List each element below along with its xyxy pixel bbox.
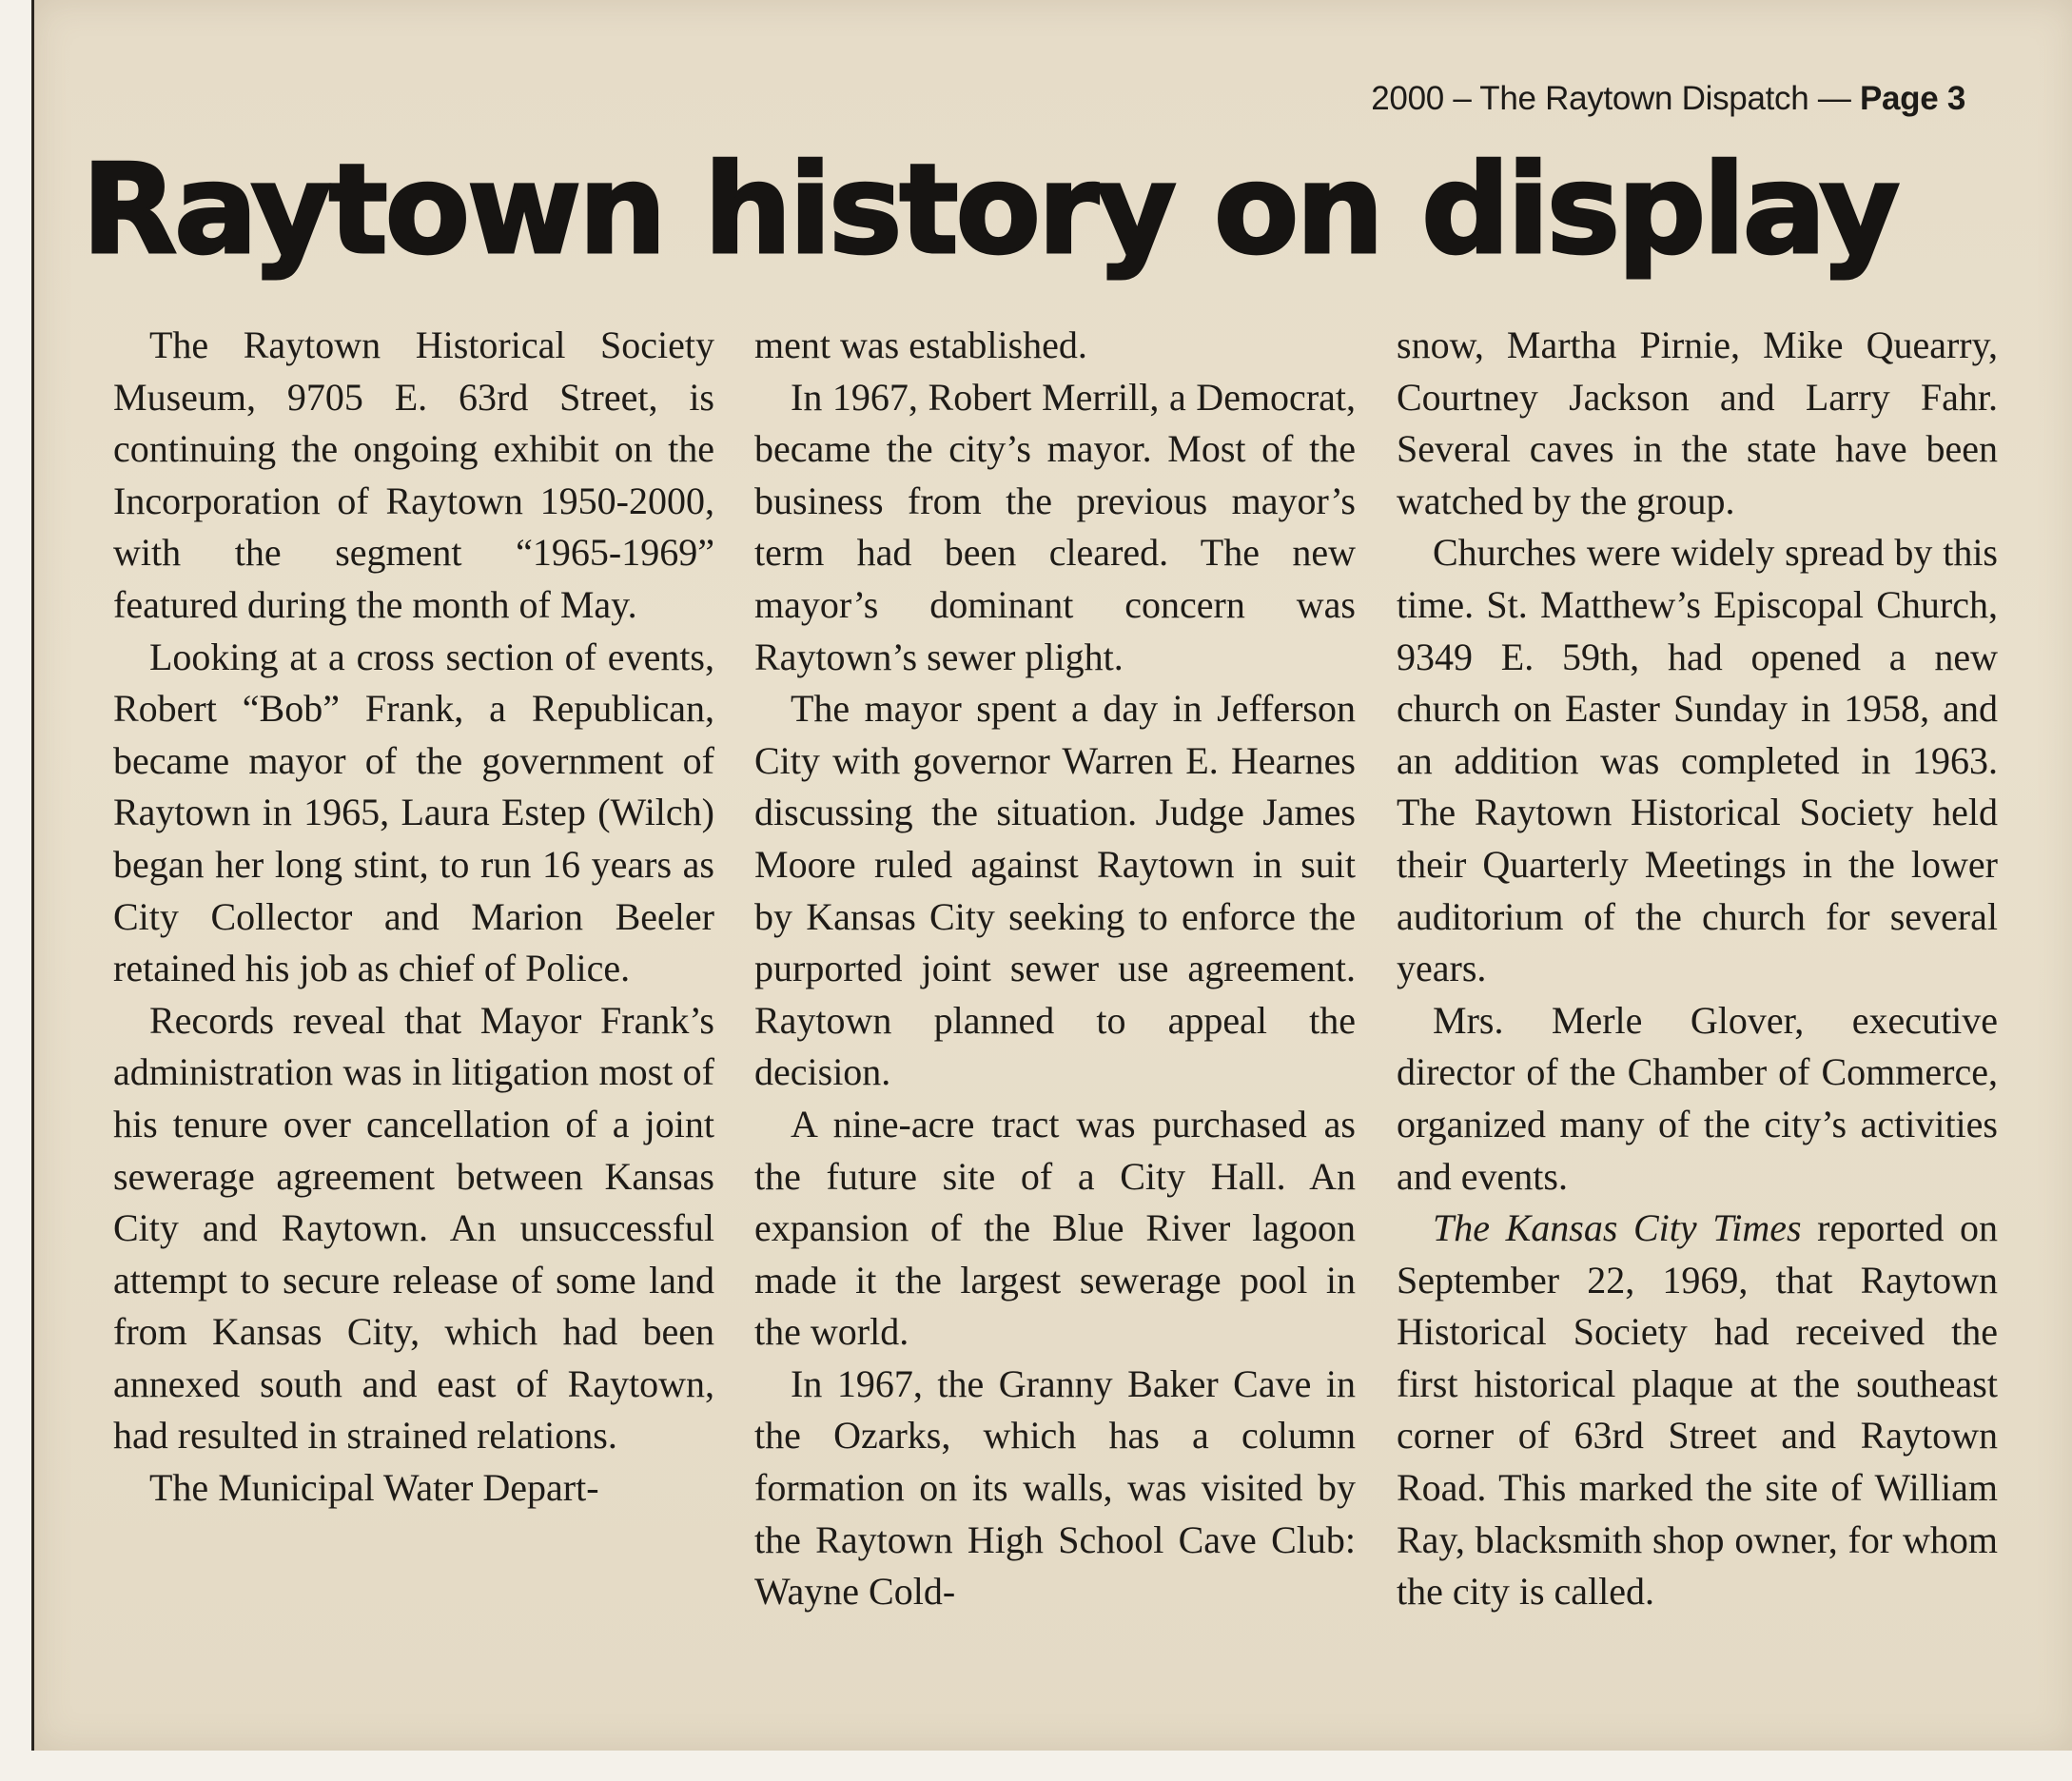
newspaper-clipping (31, 0, 2072, 1751)
headline: Raytown history on display (82, 137, 1898, 282)
paragraph: The Municipal Water Depart- (149, 1466, 599, 1510)
paragraph: In 1967, Robert Merrill, a Democrat, became the city’s mayor. Most of the business from the previous mayor’s term had been cleared. The new mayor’s dominant concern was Raytown’s sewer plight. (754, 375, 1356, 678)
paragraph: In 1967, the Granny Baker Cave in the Ozarks, which has a column formation on its walls, was visited by the Raytown High School Cave Club: Wayne Cold- (754, 1361, 1356, 1614)
article-column-1 (113, 320, 714, 1515)
dateline: 2000 – The Raytown Dispatch — (1371, 80, 1860, 117)
paragraph: Mrs. Merle Glover, executive director of the Chamber of Commerce, organized many of the city’s activities and events. (1397, 998, 1998, 1198)
paragraph-text: reported on September 22, 1969, that Raytown Historical Society had received the first historical plaque at the southeast corner of 63rd Street and Raytown Road. This marked the site of William Ray, blacksmith shop owner, for whom the city is called. (1397, 1206, 1998, 1614)
paragraph (1397, 1203, 1998, 1618)
publication-name: The Kansas City Times (1433, 1206, 1802, 1250)
paragraph: The Raytown Historical Society Museum, 9705 E. 63rd Street, is continuing the ongoing exhibit on the Incorporation of Raytown 1950-2000, with the segment “1965-1969” featured during the month of May. (113, 323, 714, 626)
paragraph: A nine-acre tract was purchased as the future site of a City Hall. An expansion of the Blue River lagoon made it the largest sewerage pool in the world. (754, 1102, 1356, 1354)
paragraph-continued: snow, Martha Pirnie, Mike Quearry, Courtney Jackson and Larry Fahr. Several caves in the state have been watched by the group. (1397, 323, 1998, 522)
paragraph: The mayor spent a day in Jefferson City with governor Warren E. Hearnes discussing the situation. Judge James Moore ruled against Raytown in suit by Kansas City seeking to enforce the purported joint sewer use agreement. Raytown planned to appeal the decision. (754, 687, 1356, 1094)
page-number: Page 3 (1859, 80, 1965, 117)
article-column-2 (754, 320, 1356, 1618)
paragraph-continued: ment was established. (754, 323, 1087, 366)
article-column-3 (1397, 320, 1998, 1618)
page-header (1371, 80, 1965, 118)
paragraph: Churches were widely spread by this time. St. Matthew’s Episcopal Church, 9349 E. 59th, had opened a new church on Easter Sunday in 1958, and an addition was completed in 1963. The Raytown Historical Society held their Quarterly Meetings in the lower auditorium of the church for several years. (1397, 531, 1998, 990)
paragraph: Looking at a cross section of events, Robert “Bob” Frank, a Republican, became mayor of the government of Raytown in 1965, Laura Estep (Wilch) began her long stint, to run 16 years as City Collector and Marion Beeler retained his job as chief of Police. (113, 635, 714, 990)
paragraph: Records reveal that Mayor Frank’s administration was in litigation most of his tenure over cancellation of a joint sewerage agreement between Kansas City and Raytown. An unsuccessful attempt to secure release of some land from Kansas City, which had been annexed south and east of Raytown, had resulted in strained relations. (113, 998, 714, 1458)
